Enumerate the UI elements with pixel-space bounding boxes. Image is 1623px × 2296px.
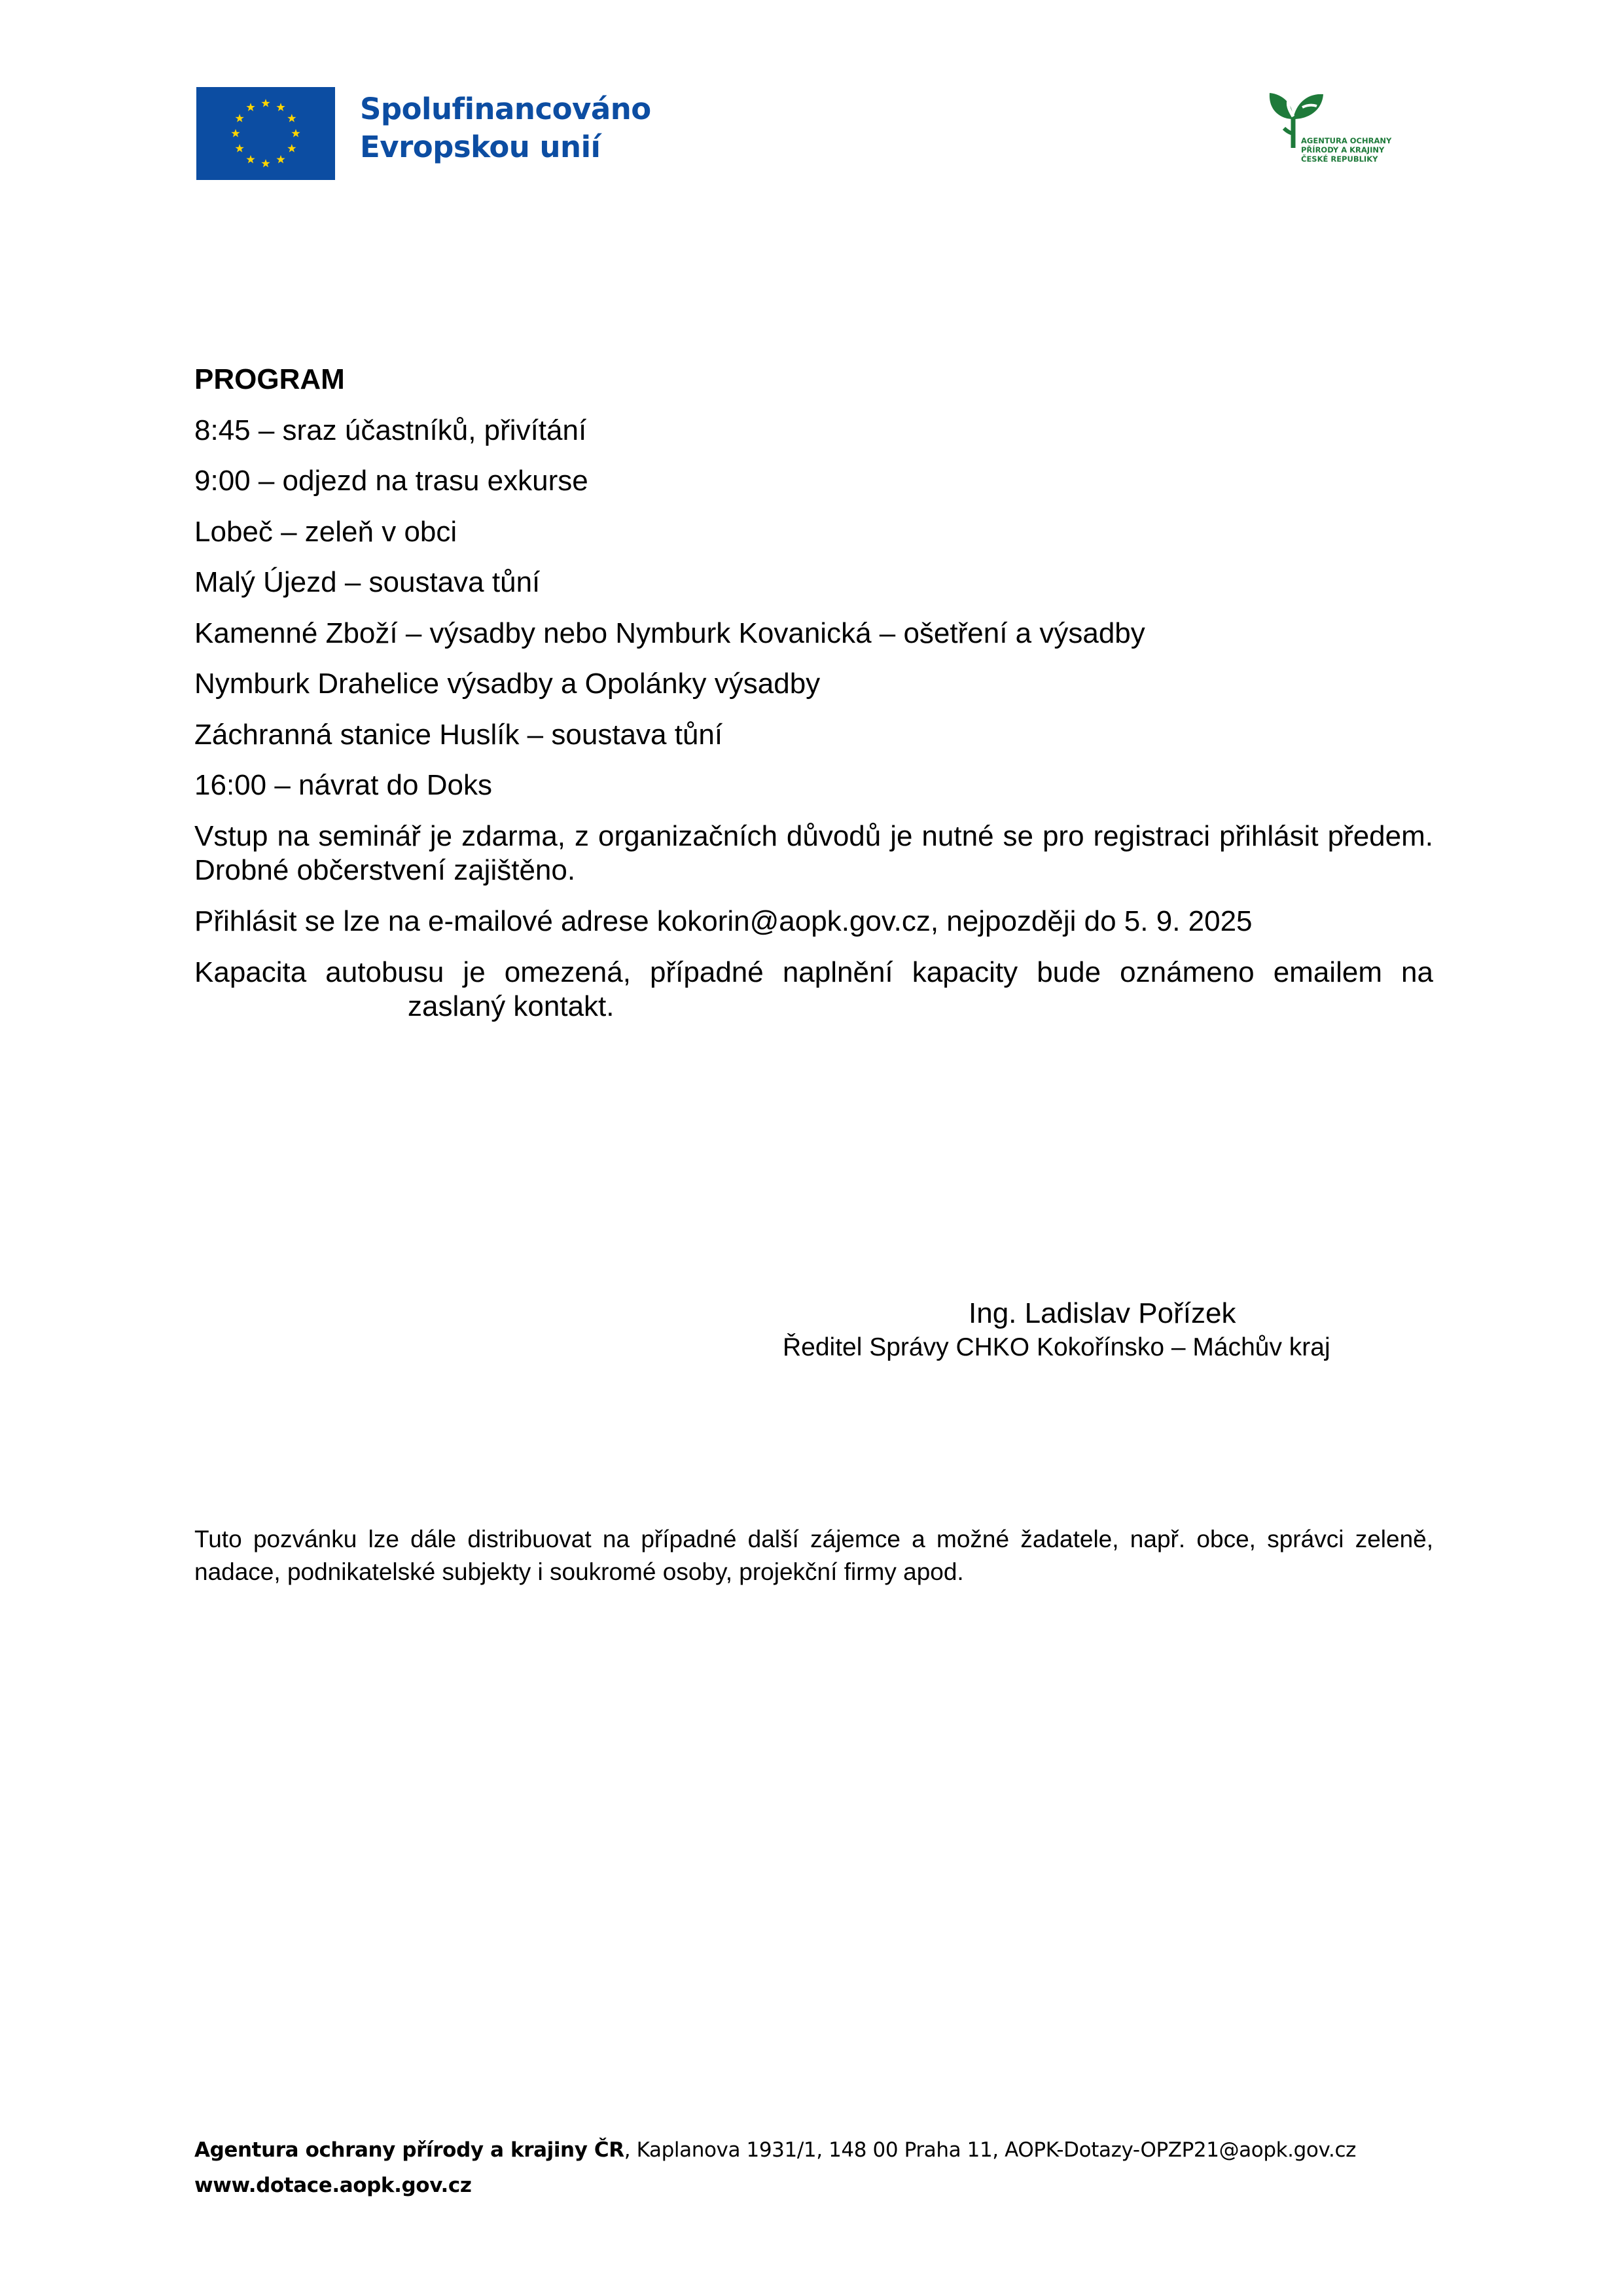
footer-contact-line [194,2132,1438,2168]
signatory-name: Ing. Ladislav Pořízek [969,1297,1236,1329]
eu-star-icon [236,144,244,152]
agency-logo [1255,85,1432,177]
eu-star-icon [261,99,270,107]
program-item: Nymburk Drahelice výsadby a Opolánky výsadby [194,668,821,700]
capacity-note-line2: zaslaný kontakt. [408,990,615,1022]
agency-logo-text [1301,136,1391,164]
program-item: 16:00 – návrat do Doks [194,769,492,801]
eu-star-icon [287,114,296,122]
agency-logo-line: PŘÍRODY A KRAJINY [1301,145,1385,154]
eu-star-icon [276,103,285,111]
agency-logo-line: ČESKÉ REPUBLIKY [1301,154,1378,164]
agency-logo-line: AGENTURA OCHRANY [1301,136,1392,145]
eu-star-icon [231,129,240,137]
program-item: Kamenné Zboží – výsadby nebo Nymburk Kovanická – ošetření a výsadby [194,617,1145,649]
program-item: Malý Újezd – soustava tůní [194,566,541,598]
program-item: Záchranná stanice Huslík – soustava tůní [194,719,723,751]
footer-address: , Kaplanova 1931/1, 148 00 Praha 11, AOPK-Dotazy-OPZP21@aopk.gov.cz [624,2138,1356,2162]
eu-star-icon [276,155,285,164]
registration-note: Přihlásit se lze na e-mailové adrese kokorin@aopk.gov.cz, nejpozději do 5. 9. 2025 [194,905,1253,937]
signatory-role: Ředitel Správy CHKO Kokořínsko – Máchův kraj [783,1333,1330,1361]
eu-star-icon [246,103,255,111]
entry-note: Vstup na seminář je zdarma, z organizačních důvodů je nutné se pro registraci přihlásit předem. Drobné občerstvení zajištěno. [194,820,1433,886]
capacity-note-line1: Kapacita autobusu je omezená, případné naplnění kapacity bude oznámeno emailem na [194,956,1433,988]
footer [194,2132,1438,2203]
eu-star-icon [287,144,296,152]
eu-star-icon [291,129,300,137]
footer-website [194,2168,1438,2203]
distribution-note: Tuto pozvánku lze dále distribuovat na případné další zájemce a možné žadatele, např. obce, správci zeleně, nadace, podnikatelské subjekty i soukromé osoby, projekční firmy apod. [194,1526,1433,1585]
program-heading: PROGRAM [194,363,345,395]
eu-cofinanced-label [360,90,651,166]
eu-stars-icon [196,87,335,180]
eu-label-line1: Spolufinancováno [360,92,651,126]
footer-website-link[interactable]: www.dotace.aopk.gov.cz [194,2174,472,2197]
eu-star-icon [246,155,255,164]
program-item: 9:00 – odjezd na trasu exkurse [194,465,588,497]
footer-org-name: Agentura ochrany přírody a krajiny ČR [194,2138,624,2162]
eu-star-icon [261,159,270,168]
program-item: Lobeč – zeleň v obci [194,516,457,548]
eu-star-icon [236,114,244,122]
eu-flag-logo [196,87,335,180]
eu-label-line2: Evropskou unií [360,130,601,164]
program-item: 8:45 – sraz účastníků, přivítání [194,414,587,446]
